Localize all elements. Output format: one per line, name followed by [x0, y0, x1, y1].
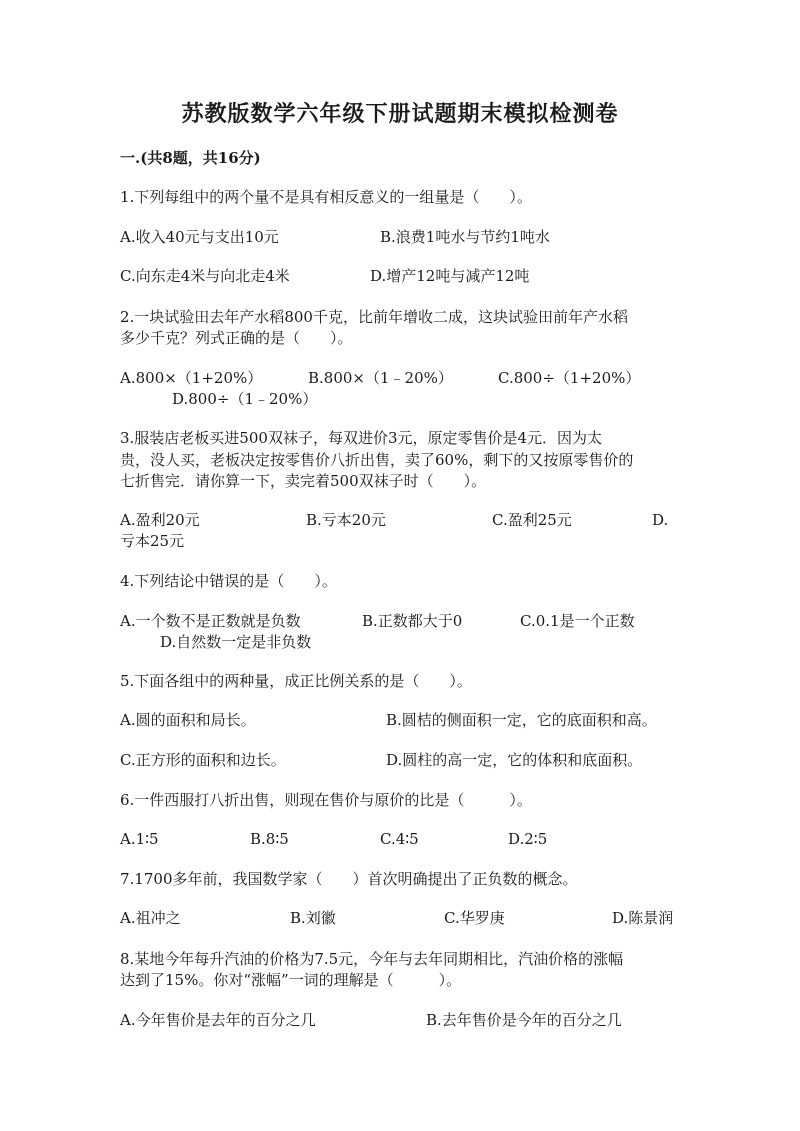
question-7-text: 7.1700多年前，我国数学家（ ）首次明确提出了正负数的概念。: [120, 870, 578, 888]
question-7-option-d: D.陈景润: [612, 909, 674, 927]
question-5-option-d: D.圆柱的高一定，它的体积和底面积。: [386, 751, 643, 769]
question-2-option-b: B.800×（1﹣20%）: [308, 369, 453, 387]
section-heading: 一.(共8题，共16分): [120, 149, 261, 167]
question-3-option-d-text: 亏本25元: [120, 532, 185, 550]
question-6-option-c: C.4∶5: [380, 830, 419, 848]
question-5-option-b: B.圆桔的侧面积一定，它的底面积和高。: [386, 711, 657, 729]
question-1-option-c: C.向东走4米与向北走4米: [120, 267, 290, 285]
question-3-option-d-label: D.: [652, 511, 669, 529]
question-4-option-c: C.0.1是一个正数: [520, 612, 635, 630]
question-2-option-c: C.800÷（1+20%）: [498, 369, 641, 387]
question-4-option-b: B.正数都大于0: [362, 612, 463, 630]
question-4-text: 4.下列结论中错误的是（ ）。: [120, 572, 337, 590]
question-8-text-line-2: 达到了15%。你对“涨幅”一词的理解是（ ）。: [120, 971, 462, 989]
question-3-option-b: B.亏本20元: [306, 511, 386, 529]
question-8-option-a: A.今年售价是去年的百分之几: [120, 1011, 316, 1029]
question-6-option-b: B.8∶5: [250, 830, 289, 848]
question-3-text-line-2: 贵，没人买，老板决定按零售价八折出售，卖了60%，剩下的又按原零售价的: [120, 451, 634, 469]
question-3-option-a: A.盈利20元: [120, 511, 200, 529]
question-1-option-b: B.浪费1吨水与节约1吨水: [380, 228, 550, 246]
question-2-option-a: A.800×（1+20%）: [120, 369, 263, 387]
question-4-option-d: D.自然数一定是非负数: [160, 633, 312, 651]
question-7-option-b: B.刘徽: [290, 909, 336, 927]
question-3-option-c: C.盈利25元: [492, 511, 572, 529]
question-2-text-line-2: 多少千克？列式正确的是（ ）。: [120, 329, 353, 347]
question-7-option-a: A.祖冲之: [120, 909, 181, 927]
question-3-text-line-3: 七折售完．请你算一下，卖完着500双袜子时（ ）。: [120, 472, 487, 490]
question-2-text-line-1: 2.一块试验田去年产水稻800千克，比前年增收二成，这块试验田前年产水稻: [120, 308, 628, 326]
question-7-option-c: C.华罗庚: [444, 909, 505, 927]
question-3-text-line-1: 3.服装店老板买进500双袜子，每双进价3元，原定零售价是4元．因为太: [120, 429, 603, 447]
question-2-option-d: D.800÷（1﹣20%）: [172, 390, 318, 408]
question-1-text: 1.下列每组中的两个量不是具有相反意义的一组量是（ ）。: [120, 188, 532, 206]
question-8-option-b: B.去年售价是今年的百分之几: [426, 1011, 622, 1029]
question-6-option-a: A.1∶5: [120, 830, 159, 848]
question-1-option-a: A.收入40元与支出10元: [120, 228, 279, 246]
question-5-option-c: C.正方形的面积和边长。: [120, 751, 286, 769]
page-title: 苏教版数学六年级下册试题期末模拟检测卷: [181, 101, 619, 127]
question-5-option-a: A.圆的面积和局长。: [120, 711, 256, 729]
question-1-option-d: D.增产12吨与减产12吨: [370, 267, 530, 285]
question-4-option-a: A.一个数不是正数就是负数: [120, 612, 301, 630]
question-8-text-line-1: 8.某地今年每升汽油的价格为7.5元，今年与去年同期相比，汽油价格的涨幅: [120, 950, 624, 968]
question-6-text: 6.一件西服打八折出售，则现在售价与原价的比是（ ）。: [120, 791, 532, 809]
question-6-option-d: D.2∶5: [508, 830, 548, 848]
question-5-text: 5.下面各组中的两种量，成正比例关系的是（ ）。: [120, 672, 472, 690]
